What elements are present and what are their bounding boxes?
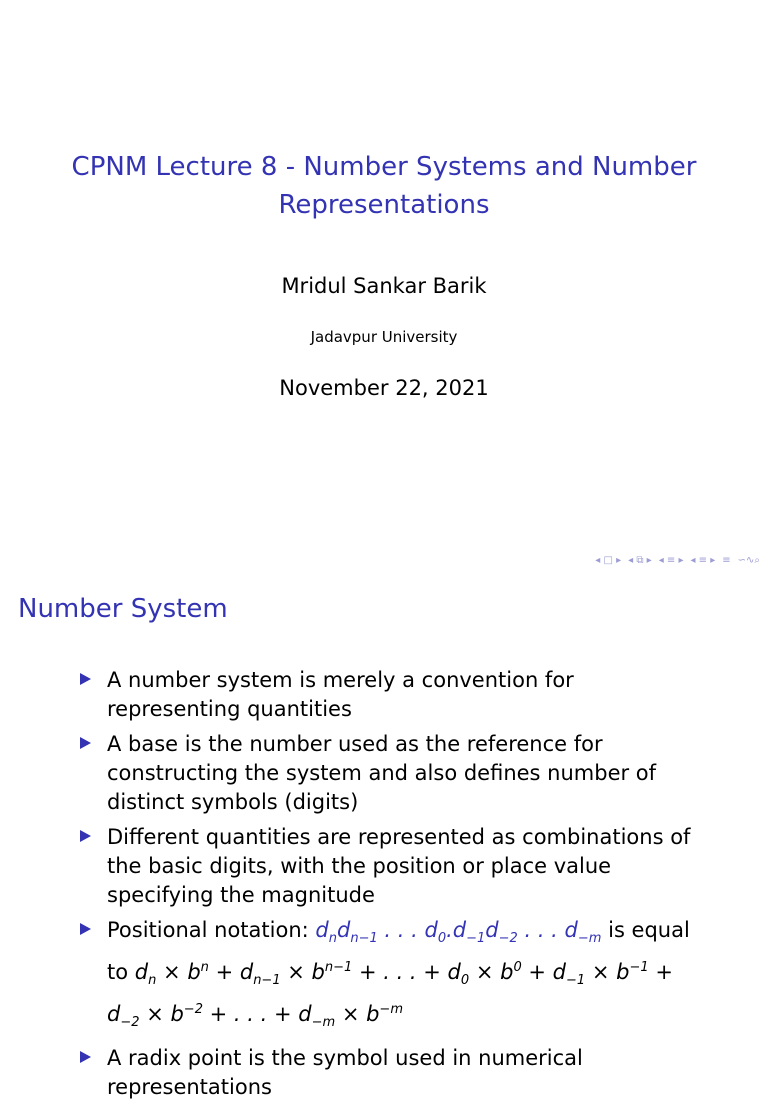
nav-section-icon[interactable]: ◂ ≡ ▸ <box>690 555 716 566</box>
frame-title: Number System <box>18 594 228 624</box>
beamer-navigation-bar <box>595 555 760 567</box>
bullet-triangle-icon <box>80 923 91 935</box>
nav-align-icon[interactable]: ≡ <box>722 555 731 566</box>
nav-first-icon[interactable]: ◂ □ ▸ <box>595 555 622 566</box>
positional-notation-label: Positional notation: <box>107 918 309 942</box>
bullet-triangle-icon <box>80 737 91 749</box>
bullet-triangle-icon <box>80 673 91 685</box>
institute-name: Jadavpur University <box>310 328 458 346</box>
bullet-triangle-icon <box>80 830 91 842</box>
nav-subsection-icon[interactable]: ◂ ≡ ▸ <box>658 555 684 566</box>
nav-frame-icon[interactable]: ◂ ⧉ ▸ <box>628 555 652 566</box>
equals-text: is equal to <box>107 918 690 985</box>
number-system-slide <box>0 576 768 1099</box>
expansion-formula: $d_n \times b^n + d_{n-1} \times b^{n-1}$ + . . . + $d_0 \times b^0 + d_{-1} \times b^{-1} + d_{-2} \times b^{-2}$ + . . . + $d_{-m} \times b^{-m}$ <box>107 960 673 1031</box>
list-item <box>80 916 710 1038</box>
presentation-title: CPNM Lecture 8 - Number Systems and Number Representations <box>71 152 697 220</box>
bullet-list <box>80 666 710 1108</box>
positional-number-formula: $d_nd_{n-1}$ . . . $d_0.d_{-1}d_{-2}$ . . . $d_{-m}$ <box>315 918 602 947</box>
list-item: A radix point is the symbol used in numerical representations <box>80 1044 710 1102</box>
list-item: A base is the number used as the reference for constructing the system and also defines number of distinct symbols (digits) <box>80 730 710 817</box>
list-item: A number system is merely a convention for representing quantities <box>80 666 710 724</box>
list-item: Different quantities are represented as combinations of the basic digits, with the position or place value specifying the magnitude <box>80 823 710 910</box>
bullet-triangle-icon <box>80 1051 91 1063</box>
nav-search-icon[interactable]: ∽∿⌕ <box>737 555 760 566</box>
author-name: Mridul Sankar Barik <box>281 274 487 298</box>
presentation-date: November 22, 2021 <box>279 376 489 400</box>
